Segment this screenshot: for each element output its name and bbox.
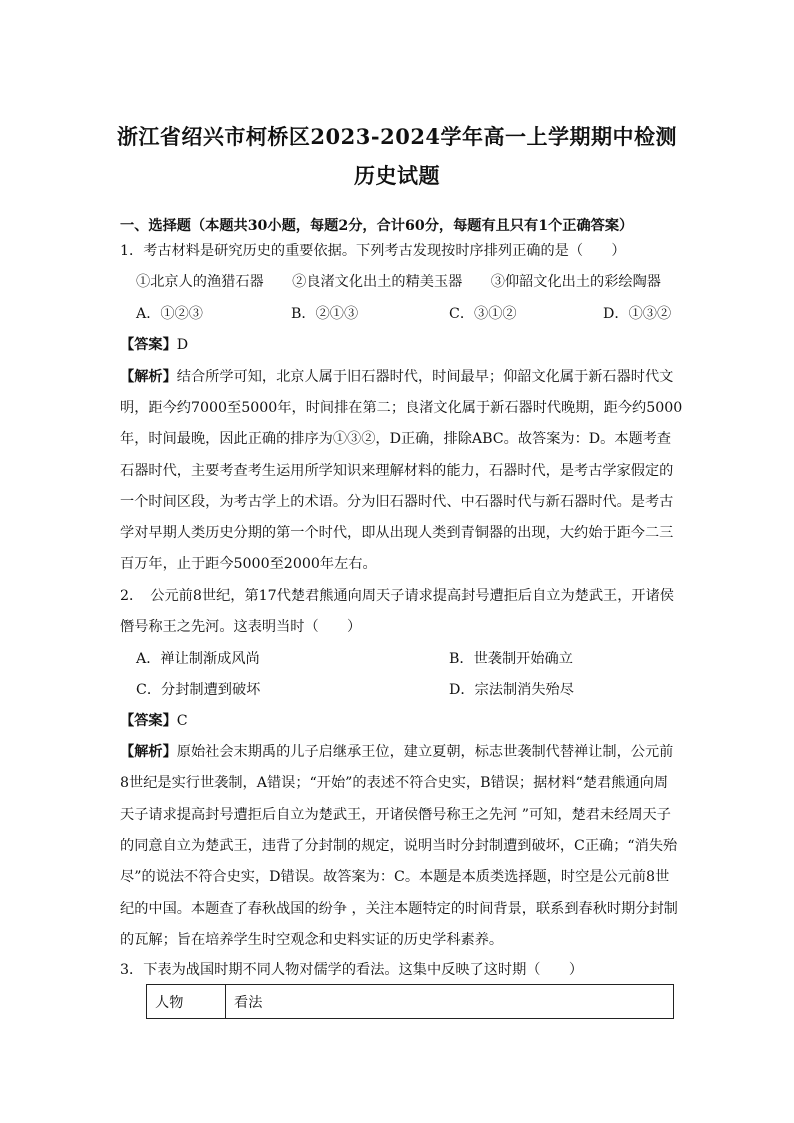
q1-answer: [120, 335, 188, 355]
q1-analysis-line-1: [120, 367, 673, 387]
q1-option-a: A．①②③: [136, 306, 203, 322]
answer-value: C: [176, 713, 188, 729]
analysis-text: 原始社会末期禹的儿子启继承王位，建立夏朝，标志世袭制代替禅让制，公元前: [176, 744, 674, 760]
q1-option-b: B．②①③: [291, 306, 359, 322]
analysis-tag: 【解析】: [120, 744, 177, 760]
q1-items: ①北京人的渔猎石器 ②良渚文化出土的精美玉器 ③仰韶文化出土的彩绘陶器: [136, 274, 661, 290]
q1-option-d: D．①③②: [603, 306, 672, 322]
q2-analysis-line-4: 的同意自立为楚武王，违背了分封制的规定，说明当时分封制遭到破坏，C正确；“消失殆: [120, 838, 678, 854]
q2-analysis-line-2: 8世纪是实行世袭制，A错误；“开始”的表述不符合史实，B错误；据材料“楚君熊通向周: [120, 775, 669, 791]
q1-stem: 1．考古材料是研究历史的重要依据。下列考古发现按时序排列正确的是（ ）: [120, 243, 626, 259]
answer-tag: 【答案】: [120, 713, 177, 729]
section-heading: 一、选择题（本题共30小题，每题2分，合计60分，每题有且只有1个正确答案）: [120, 218, 634, 234]
q2-analysis-line-3: 天子请求提高封号遭拒后自立为楚武王，开诸侯僭号称王之先河 ”可知，楚君未经周天子: [120, 807, 671, 823]
q2-answer: [120, 711, 188, 731]
q2-option-b: B．世袭制开始确立: [449, 651, 573, 667]
exam-title: 浙江省绍兴市柯桥区2023-2024学年高一上学期期中检测: [116, 124, 678, 149]
table-header-row: [147, 985, 674, 1019]
q2-analysis-line-6: 纪的中国。本题查了春秋战国的纷争 ，关注本题特定的时间背景，联系到春秋时期分封制: [120, 901, 678, 917]
table-header-person: 人物: [147, 985, 226, 1019]
exam-subtitle: 历史试题: [354, 163, 440, 188]
q2-stem-line-1: 2． 公元前8世纪，第17代楚君熊通向周天子请求提高封号遭拒后自立为楚武王，开诸侯: [120, 588, 674, 604]
q1-analysis-line-5: 一个时间区段，为考古学上的术语。分为旧石器时代、中石器时代与新石器时代。是考古: [120, 494, 674, 510]
q3-stem: 3．下表为战国时期不同人物对儒学的看法。这集中反映了这时期（ ）: [120, 962, 584, 978]
answer-value: D: [176, 337, 189, 353]
q3-table: [146, 984, 674, 1019]
q2-option-c: C．分封制遭到破坏: [136, 682, 261, 698]
analysis-text: 结合所学可知，北京人属于旧石器时代，时间最早；仰韶文化属于新石器时代文: [176, 369, 674, 385]
analysis-tag: 【解析】: [120, 369, 177, 385]
q2-analysis-line-7: 的瓦解；旨在培养学生时空观念和史料实证的历史学科素养。: [120, 932, 504, 948]
q2-analysis-line-1: [120, 742, 673, 762]
q2-option-d: D．宗法制消失殆尽: [449, 682, 574, 698]
q1-analysis-line-4: 石器时代，主要考查考生运用所学知识来理解材料的能力，石器时代，是考古学家假定的: [120, 463, 674, 479]
q1-analysis-line-7: 百万年，止于距今5000至2000年左右。: [120, 556, 377, 572]
answer-tag: 【答案】: [120, 337, 177, 353]
q2-stem-line-2: 僭号称王之先河。这表明当时（ ）: [120, 619, 362, 635]
q2-option-a: A．禅让制渐成风尚: [136, 651, 260, 667]
q1-analysis-line-6: 学对早期人类历史分期的第一个时代，即从出现人类到青铜器的出现，大约始于距今二三: [120, 525, 674, 541]
q2-analysis-line-5: 尽”的说法不符合史实，D错误。故答案为：C。本题是本质类选择题，时空是公元前8世: [120, 869, 670, 885]
q1-analysis-line-2: 明，距今约7000至5000年，时间排在第二；良渚文化属于新石器时代晚期，距今约5000: [120, 400, 683, 416]
q1-analysis-line-3: 年，时间最晚，因此正确的排序为①③②，D正确，排除ABC。故答案为：D。本题考查: [120, 431, 672, 447]
table-header-view: 看法: [226, 985, 674, 1019]
q1-option-c: C．③①②: [449, 306, 517, 322]
